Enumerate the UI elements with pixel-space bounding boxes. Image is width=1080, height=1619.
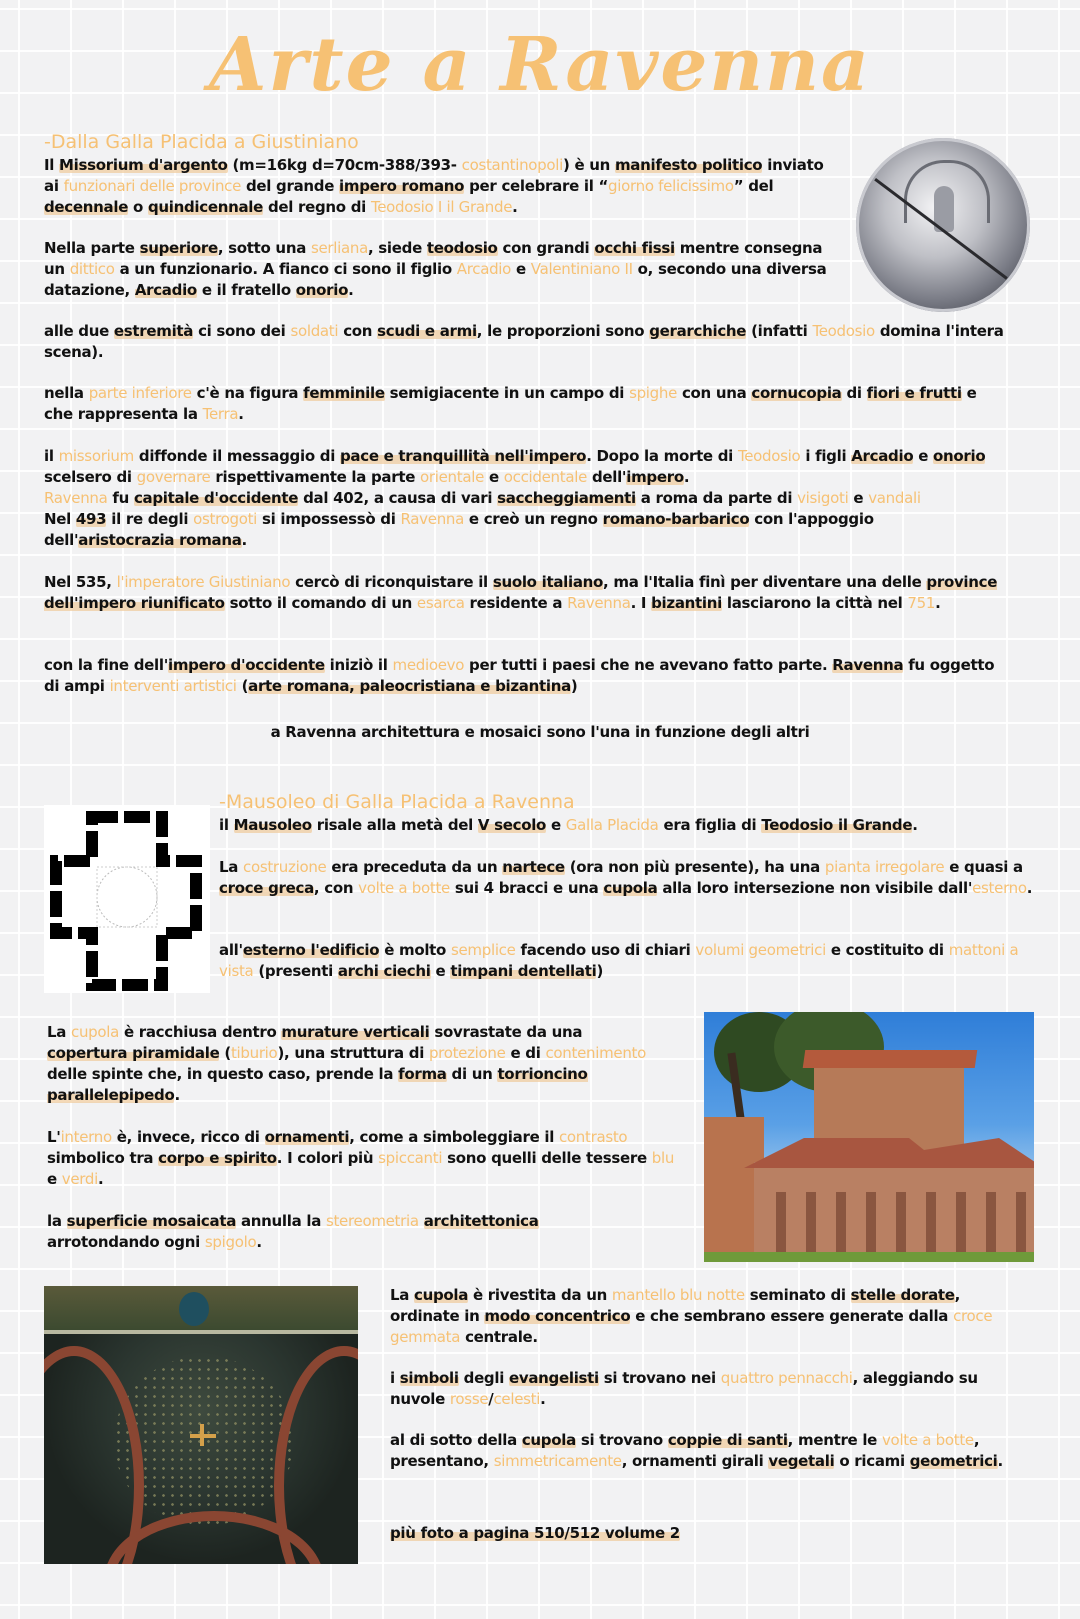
accent-term: costantinopoli (461, 156, 564, 174)
text-run: ci sono dei (193, 322, 291, 340)
accent-term: Ravenna (567, 594, 631, 612)
text-run: iniziò il (324, 656, 393, 674)
accent-term: spigolo (204, 1233, 257, 1251)
text-run: . (912, 816, 918, 834)
highlighted-term: torrioncino parallelepipedo (47, 1065, 588, 1104)
accent-term: Arcadio (456, 260, 512, 278)
text-run: . (935, 594, 941, 612)
accent-term: occidentale (503, 468, 588, 486)
highlighted-term: pace e tranquillità nell'impero (339, 447, 587, 465)
text-run: La (390, 1286, 415, 1304)
text-run: è, invece, ricco di (111, 1128, 265, 1146)
highlighted-term: esterno l'edificio (242, 941, 380, 959)
highlighted-term: bizantini (651, 594, 722, 612)
highlighted-term: arte romana, paleocristiana e bizantina (248, 677, 571, 695)
accent-term: cupola (71, 1023, 120, 1041)
text-run: . (997, 1452, 1003, 1470)
accent-term: costruzione (243, 858, 327, 876)
text-run: . (238, 405, 244, 423)
accent-term: interno (60, 1128, 112, 1146)
text-run: e (913, 447, 934, 465)
text-run: , siede (367, 239, 427, 257)
golden-cross-icon (200, 1424, 204, 1446)
highlighted-term: onorio (933, 447, 986, 465)
accent-term: governare (136, 468, 211, 486)
accent-term: funzionari delle province (63, 177, 242, 195)
text-run: il (44, 447, 59, 465)
accent-term: simmetricamente (493, 1452, 622, 1470)
text-run: . I colori più (276, 1149, 379, 1167)
paragraph-superficie (47, 1211, 647, 1253)
highlighted-term: cupola (521, 1431, 576, 1449)
text-run: e costituito di (825, 941, 949, 959)
accent-term: l'imperatore Giustiniano (116, 573, 291, 591)
accent-term: Ravenna (44, 489, 108, 507)
text-run: Il (44, 156, 60, 174)
text-run: e (484, 468, 504, 486)
section-heading-galla-giustiniano: -Dalla Galla Placida a Giustiniano (44, 131, 359, 153)
text-run: . (241, 531, 247, 549)
highlighted-term: capitale d'occidente (133, 489, 299, 507)
lower-roof (744, 1138, 1034, 1168)
text-run: ) (596, 962, 604, 980)
text-run: è racchiusa dentro (119, 1023, 282, 1041)
paragraph-ostrogoti (44, 509, 984, 551)
highlighted-term: impero romano (339, 177, 465, 195)
text-run: . (348, 281, 354, 299)
paragraph-interno (47, 1127, 687, 1190)
text-run: con una (677, 384, 752, 402)
text-run: o (128, 198, 148, 216)
text-run: delle spinte che, in questo caso, prende la (47, 1065, 399, 1083)
paragraph-estremita (44, 321, 1034, 363)
highlighted-term: coppie di santi (667, 1431, 788, 1449)
accent-term: ostrogoti (193, 510, 258, 528)
missorium-image (856, 138, 1030, 312)
accent-term: medioevo (392, 656, 465, 674)
paragraph-parte-superiore (44, 238, 834, 301)
highlighted-term: Arcadio (851, 447, 914, 465)
highlighted-term: simboli (399, 1369, 459, 1387)
accent-term: 751 (907, 594, 936, 612)
highlighted-term: Teodosio il Grande (761, 816, 913, 834)
highlighted-term: modo concentrico (484, 1307, 631, 1325)
text-run: L' (47, 1128, 61, 1146)
accent-term: Valentiniano II (530, 260, 633, 278)
text-run: c'è na figura (191, 384, 304, 402)
text-run: con grandi (497, 239, 595, 257)
text-run: cercò di riconquistare il (290, 573, 493, 591)
highlighted-term: forma (398, 1065, 447, 1083)
text-run: ) è un (563, 156, 615, 174)
accent-term: volte a botte (881, 1431, 974, 1449)
text-run: era figlia di (658, 816, 762, 834)
text-run: a un funzionario. A fianco ci sono il figlio (114, 260, 457, 278)
tower-roof (803, 1050, 978, 1068)
highlighted-term: Missorium d'argento (59, 156, 228, 174)
greek-cross-plan-icon (44, 805, 210, 993)
text-run: ) (570, 677, 578, 695)
highlighted-term: 493 (75, 510, 107, 528)
blind-arches (764, 1192, 1034, 1252)
highlighted-term: Arcadio (134, 281, 197, 299)
text-run: semigiacente in un campo di (384, 384, 630, 402)
text-run: del grande (241, 177, 340, 195)
highlighted-term: copertura piramidale (47, 1044, 220, 1062)
text-run: di un (446, 1065, 498, 1083)
text-run: La (219, 858, 244, 876)
highlighted-term: cupola (603, 879, 658, 897)
text-run: ( (236, 677, 249, 695)
text-run: (ora non più presente), ha una (564, 858, 825, 876)
text-run: rispettivamente la parte (210, 468, 420, 486)
text-run: seminato di (744, 1286, 851, 1304)
highlighted-term: quindicennale (147, 198, 264, 216)
text-run: . (98, 1170, 104, 1188)
text-run: e (47, 1170, 62, 1188)
accent-term: spighe (629, 384, 678, 402)
text-run: sotto il comando di un (224, 594, 417, 612)
text-run: la (47, 1212, 67, 1230)
accent-term: croce gemmata (390, 1307, 993, 1346)
text-run: per tutti i paesi che ne avevano fatto parte. (464, 656, 833, 674)
paragraph-messaggio (44, 446, 1024, 488)
footnote-text: più foto a pagina 510/512 volume 2 (390, 1524, 680, 1542)
highlighted-term: archi ciechi (337, 962, 431, 980)
floor-plan-image (44, 805, 210, 993)
text-run: è rivestita da un (468, 1286, 612, 1304)
dome-mosaic-photo (44, 1286, 358, 1564)
accent-term: Teodosio I il Grande (370, 198, 513, 216)
highlighted-term: ornamenti (264, 1128, 350, 1146)
text-run: o, secondo una diversa datazione, (44, 260, 827, 299)
accent-term: quattro pennacchi (720, 1369, 853, 1387)
text-run: / (488, 1390, 494, 1408)
text-run: e che rappresenta la (44, 384, 977, 423)
text-run: , con (313, 879, 359, 897)
text-run: lasciarono la città nel (721, 594, 908, 612)
accent-term: Galla Placida (565, 816, 659, 834)
accent-term: interventi artistici (109, 677, 237, 695)
text-run: sono quelli delle tessere (442, 1149, 652, 1167)
highlighted-term: romano-barbarico (602, 510, 750, 528)
text-run: e (848, 489, 869, 507)
highlighted-term: fiori e frutti (866, 384, 962, 402)
highlighted-term: corpo e spirito (158, 1149, 277, 1167)
accent-term: dittico (69, 260, 115, 278)
text-run: , aleggiando su nuvole (390, 1369, 978, 1408)
text-run: scelsero di (44, 468, 137, 486)
text-run (419, 1212, 424, 1230)
accent-term: Teodosio (812, 322, 875, 340)
text-run: e (546, 816, 566, 834)
text-run: ” del (733, 177, 774, 195)
text-run: facendo uso di chiari (515, 941, 696, 959)
text-run: e di (505, 1044, 546, 1062)
text-run: nella (44, 384, 89, 402)
paragraph-mausoleo-date (219, 815, 1019, 836)
paragraph-giustiniano (44, 572, 1024, 614)
paragraph-capitale (44, 488, 1034, 509)
highlighted-term: vegetali (768, 1452, 835, 1470)
highlighted-term: decennale (44, 198, 129, 216)
text-run: era preceduta da un (326, 858, 503, 876)
text-run: sui 4 bracci e una (449, 879, 604, 897)
highlighted-term: impero (626, 468, 684, 486)
paragraph-parte-inferiore (44, 383, 994, 425)
text-run: e (511, 260, 531, 278)
highlighted-term: cornucopia (751, 384, 842, 402)
text-run: all' (219, 941, 243, 959)
text-run: , presentano, (390, 1431, 980, 1470)
text-run: con la fine dell' (44, 656, 169, 674)
text-run: . (174, 1086, 180, 1104)
text-run: (infatti (746, 322, 813, 340)
text-run: . (256, 1233, 262, 1251)
text-run: Nel (44, 510, 76, 528)
accent-term: mantello blu notte (611, 1286, 745, 1304)
accent-term: protezione (428, 1044, 506, 1062)
accent-term: esterno (972, 879, 1027, 897)
accent-term: contrasto (558, 1128, 628, 1146)
accent-term: stereometria (325, 1212, 419, 1230)
highlighted-term: Ravenna (832, 656, 904, 674)
highlighted-term: Mausoleo (233, 816, 312, 834)
accent-term: parte inferiore (88, 384, 192, 402)
text-run: e (430, 962, 451, 980)
text-run: centrale. (460, 1328, 538, 1346)
text-run: , mentre le (787, 1431, 882, 1449)
accent-term: visigoti (797, 489, 849, 507)
text-run: al di sotto della (390, 1431, 522, 1449)
text-run: di (841, 384, 867, 402)
text-run: e il fratello (196, 281, 296, 299)
text-run: ), una struttura di (277, 1044, 429, 1062)
accent-term: celesti (493, 1390, 541, 1408)
accent-term: orientale (420, 468, 485, 486)
text-run: . (683, 468, 690, 486)
callout-architettura-mosaici: a Ravenna architettura e mosaici sono l'una in funzione degli altri (270, 723, 810, 741)
text-run: con l'appoggio dell' (44, 510, 874, 549)
paragraph-evangelisti (390, 1368, 1030, 1410)
mausoleum-exterior-photo (704, 1012, 1034, 1262)
text-run: simbolico tra (47, 1149, 159, 1167)
highlighted-term: femminile (303, 384, 385, 402)
accent-term: serliana (310, 239, 368, 257)
highlighted-term: stelle dorate (850, 1286, 955, 1304)
highlighted-term: geometrici (909, 1452, 998, 1470)
text-run: i figli (800, 447, 852, 465)
text-run: si trovano (575, 1431, 668, 1449)
text-run: si trovano nei (598, 1369, 721, 1387)
text-run: La (47, 1023, 72, 1041)
paragraph-esterno (219, 940, 1039, 982)
text-run: a roma da parte di (635, 489, 798, 507)
text-run: Nel 535, (44, 573, 117, 591)
paragraph-medioevo (44, 655, 1004, 697)
paragraph-costruzione (219, 857, 1049, 899)
text-run: il re degli (106, 510, 194, 528)
highlighted-term: evangelisti (508, 1369, 599, 1387)
highlighted-term: murature verticali (281, 1023, 430, 1041)
text-run: alle due (44, 322, 114, 340)
text-run: . (512, 198, 518, 216)
text-run: per celebrare il “ (464, 177, 609, 195)
accent-term: Teodosio (737, 447, 801, 465)
text-run: il (219, 816, 234, 834)
accent-term: giorno felicissimo (608, 177, 734, 195)
accent-term: volte a botte (358, 879, 450, 897)
section-heading-mausoleo: -Mausoleo di Galla Placida a Ravenna (219, 791, 575, 813)
text-run: o ricami (834, 1452, 910, 1470)
accent-term: contenimento (545, 1044, 647, 1062)
highlighted-term: saccheggiamenti (497, 489, 636, 507)
highlighted-term: estremità (113, 322, 194, 340)
text-run: fu oggetto di ampi (44, 656, 995, 695)
page-title: Arte a Ravenna (209, 22, 871, 108)
highlighted-term: croce greca (219, 879, 314, 897)
text-run: con (338, 322, 378, 340)
highlighted-term: manifesto politico (614, 156, 763, 174)
text-run: fu (107, 489, 134, 507)
text-run: . (1026, 879, 1033, 897)
text-run: annulla la (236, 1212, 326, 1230)
text-run: è molto (379, 941, 451, 959)
text-run: , le proporzioni sono (476, 322, 650, 340)
text-run: , ornamenti girali (621, 1452, 769, 1470)
highlighted-term: V secolo (477, 816, 547, 834)
text-run: mentre consegna un (44, 239, 823, 278)
text-run: , sotto una (217, 239, 311, 257)
text-run: (m=16kg d=70cm-388/393- (227, 156, 462, 174)
highlighted-term: province dell'impero riunificato (44, 573, 998, 612)
text-run: i (390, 1369, 400, 1387)
highlighted-term: impero d'occidente (168, 656, 325, 674)
accent-term: verdi (61, 1170, 98, 1188)
accent-term: vandali (868, 489, 921, 507)
paragraph-santi (390, 1430, 1030, 1472)
accent-term: blu (651, 1149, 675, 1167)
text-run: diffonde il messaggio di (133, 447, 340, 465)
text-run: arrotondando ogni (47, 1233, 205, 1251)
text-run: risale alla metà del (311, 816, 478, 834)
text-run: Nella parte (44, 239, 140, 257)
text-run: dal 402, a causa di vari (298, 489, 498, 507)
highlighted-term: scudi e armi (377, 322, 477, 340)
accent-term: esarca (416, 594, 465, 612)
text-run: , ma l'Italia finì per diventare una delle (603, 573, 927, 591)
mosaic-arch-left (44, 1346, 144, 1564)
text-run: , ordinate in (390, 1286, 961, 1325)
accent-term: spiccanti (378, 1149, 443, 1167)
text-run: dell' (587, 468, 627, 486)
mosaic-medallion (179, 1292, 209, 1326)
accent-term: volumi geometrici (695, 941, 826, 959)
text-run: (presenti (253, 962, 338, 980)
accent-term: semplice (450, 941, 516, 959)
text-run: residente a (464, 594, 568, 612)
highlighted-term: teodosio (426, 239, 498, 257)
text-run: degli (458, 1369, 509, 1387)
text-run: inviato ai (44, 156, 824, 195)
highlighted-term: superficie mosaicata (66, 1212, 237, 1230)
accent-term: pianta irregolare (824, 858, 945, 876)
text-run: e creò un regno (464, 510, 603, 528)
footnote-more-photos (390, 1523, 990, 1544)
grass (704, 1252, 1034, 1262)
accent-term: Ravenna (400, 510, 464, 528)
highlighted-term: cupola (414, 1286, 469, 1304)
highlighted-term: onorio (295, 281, 349, 299)
text-run: ( (219, 1044, 231, 1062)
text-run: alla loro intersezione non visibile dall' (657, 879, 973, 897)
text-run: . Dopo la morte di (586, 447, 738, 465)
highlighted-term: timpani dentellati (450, 962, 597, 980)
accent-term: rosse (449, 1390, 489, 1408)
text-run: . I (630, 594, 652, 612)
accent-term: mattoni a vista (219, 941, 1019, 980)
highlighted-term: occhi fissi (594, 239, 675, 257)
text-run: . (540, 1390, 546, 1408)
paragraph-missorium-intro (44, 155, 824, 218)
paragraph-cupola-tiburio (47, 1022, 667, 1106)
highlighted-term: nartece (502, 858, 565, 876)
accent-term: tiburio (230, 1044, 278, 1062)
text-run: domina l'intera scena). (44, 322, 1004, 361)
accent-term: soldati (290, 322, 339, 340)
text-run: e quasi a (944, 858, 1023, 876)
text-run: , come a simboleggiare il (349, 1128, 559, 1146)
paragraph-mantello (390, 1285, 1030, 1348)
text-run: sovrastate da una (429, 1023, 583, 1041)
text-run: si impossessò di (257, 510, 401, 528)
accent-term: missorium (58, 447, 134, 465)
highlighted-term: suolo italiano (492, 573, 604, 591)
highlighted-term: aristocrazia romana (78, 531, 242, 549)
accent-term: Terra (202, 405, 239, 423)
text-run: del regno di (263, 198, 371, 216)
highlighted-term: gerarchiche (649, 322, 747, 340)
highlighted-term: architettonica (423, 1212, 539, 1230)
highlighted-term: superiore (139, 239, 218, 257)
text-run: e che sembrano essere generate dalla (630, 1307, 954, 1325)
